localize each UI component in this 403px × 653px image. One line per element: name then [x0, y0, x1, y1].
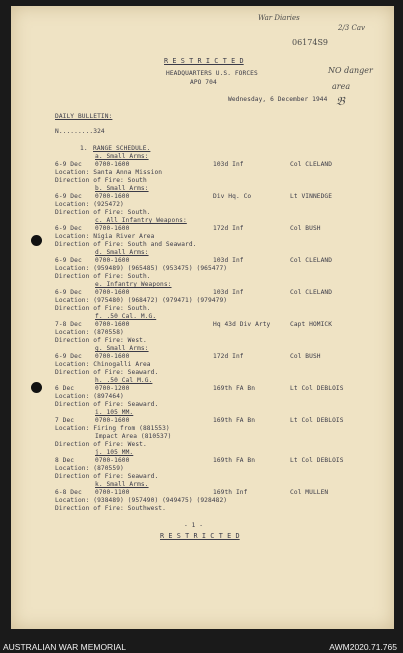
entry-time: 0700-1100	[95, 489, 130, 496]
entry-officer: Col CLELAND	[290, 257, 333, 264]
entry-dates: 6-9 Dec	[55, 353, 82, 360]
entry-subheading: h. .50 Cal M.G.	[95, 377, 153, 384]
entry-direction: Direction of Fire: South	[55, 177, 147, 184]
entry-subheading: f. .50 Cal. M.G.	[95, 313, 157, 320]
entry-direction: Direction of Fire: South.	[55, 209, 151, 216]
entry-subheading: e. Infantry Weapons:	[95, 281, 172, 288]
entry-subheading: k. Small Arms.	[95, 481, 149, 488]
handwritten-initials: 𝔅	[336, 94, 345, 108]
entry-time: 0700-1600	[95, 457, 130, 464]
handwritten-note: NO danger	[328, 66, 373, 75]
entry-unit: Div Hq. Co	[213, 193, 252, 200]
entry-officer: Lt Col DEBLOIS	[290, 457, 344, 464]
handwritten-war-diaries: War Diaries	[258, 14, 300, 22]
entry-time: 0700-1600	[95, 257, 130, 264]
entry-location: Location: Firing from (881553)	[55, 425, 170, 432]
entry-dates: 7-8 Dec	[55, 321, 82, 328]
daily-bulletin-label: DAILY BULLETIN:	[55, 113, 113, 120]
entry-location: Location: Santa Anna Mission	[55, 169, 163, 176]
entry-location: Location: (938489) (957490) (949475) (928482)	[55, 497, 228, 504]
headquarters-title: HEADQUARTERS U.S. FORCES	[166, 70, 258, 77]
entry-time: 0700-1600	[95, 321, 130, 328]
entry-location: Location: (897464)	[55, 393, 124, 400]
page-number: - 1 -	[184, 522, 204, 529]
entry-location: Location: (975480) (968472) (979471) (979479)	[55, 297, 228, 304]
entry-subheading: g. Small Arms:	[95, 345, 149, 352]
entry-subheading: c. All Infantry Weapons:	[95, 217, 187, 224]
entry-time: 0700-1600	[95, 353, 130, 360]
entry-location: Location: (870559)	[55, 465, 124, 472]
entry-time: 0700-1600	[95, 289, 130, 296]
bulletin-number: N.........324	[55, 128, 105, 135]
handwritten-unit: 2/3 Cav	[338, 24, 365, 32]
entry-officer: Lt VINNEDGE	[290, 193, 333, 200]
entry-dates: 6 Dec	[55, 385, 75, 392]
entry-direction: Direction of Fire: Southwest.	[55, 505, 166, 512]
entry-subheading: a. Small Arms:	[95, 153, 149, 160]
entry-dates: 6-9 Dec	[55, 289, 82, 296]
entry-officer: Col BUSH	[290, 353, 321, 360]
entry-officer: Col MULLEN	[290, 489, 329, 496]
credit-left: AUSTRALIAN WAR MEMORIAL	[3, 642, 126, 652]
entry-subheading: i. 105 MM.	[95, 409, 134, 416]
entry-unit: 103d Inf	[213, 257, 244, 264]
entry-direction: Direction of Fire: South and Seaward.	[55, 241, 197, 248]
entry-officer: Col BUSH	[290, 225, 321, 232]
entry-dates: 6-8 Dec	[55, 489, 82, 496]
entry-unit: 103d Inf	[213, 161, 244, 168]
entry-location: Location: (870558)	[55, 329, 124, 336]
entry-dates: 6-9 Dec	[55, 257, 82, 264]
entry-dates: 6-9 Dec	[55, 225, 82, 232]
entry-unit: 169th FA Bn	[213, 385, 256, 392]
bulletin-date: Wednesday, 6 December 1944	[228, 96, 328, 103]
entry-unit: 169th Inf	[213, 489, 248, 496]
entry-dates: 6-9 Dec	[55, 193, 82, 200]
handwritten-number: 06174S9	[292, 38, 329, 47]
entry-unit: 172d Inf	[213, 225, 244, 232]
entry-subheading: d. Small Arms:	[95, 249, 149, 256]
section-title: RANGE SCHEDULE.	[93, 145, 151, 152]
entry-subheading: b. Small Arms:	[95, 185, 149, 192]
entry-dates: 6-9 Dec	[55, 161, 82, 168]
entry-time: 0700-1600	[95, 417, 130, 424]
entry-time: 0700-1600	[95, 225, 130, 232]
entry-direction: Direction of Fire: West.	[55, 337, 147, 344]
entry-direction: Direction of Fire: South.	[55, 273, 151, 280]
entry-officer: Col CLELAND	[290, 289, 333, 296]
entry-subheading: j. 105 MM.	[95, 449, 134, 456]
entry-direction: Direction of Fire: Seaward.	[55, 473, 159, 480]
entry-time: 0700-1600	[95, 193, 130, 200]
apo-line: APO 704	[190, 79, 217, 86]
entry-unit: 169th FA Bn	[213, 417, 256, 424]
restricted-footer: R E S T R I C T E D	[160, 532, 240, 540]
entry-location: Location: Nigia River Area	[55, 233, 155, 240]
entry-location: Location: (925472)	[55, 201, 124, 208]
entry-dates: 7 Dec	[55, 417, 75, 424]
entry-location: Location: Chinogalli Area	[55, 361, 151, 368]
entry-officer: Lt Col DEBLOIS	[290, 385, 344, 392]
entry-officer: Capt HOMICK	[290, 321, 333, 328]
entry-direction: Direction of Fire: West.	[55, 441, 147, 448]
entry-unit: 172d Inf	[213, 353, 244, 360]
restricted-header: R E S T R I C T E D	[164, 57, 244, 65]
entry-location: Location: (959489) (965485) (953475) (965477)	[55, 265, 228, 272]
punch-hole	[31, 235, 42, 246]
entry-time: 0700-1600	[95, 161, 130, 168]
handwritten-note: area	[332, 82, 351, 91]
entry-unit: 169th FA Bn	[213, 457, 256, 464]
entry-officer: Col CLELAND	[290, 161, 333, 168]
punch-hole	[31, 382, 42, 393]
entry-direction: Direction of Fire: South.	[55, 305, 151, 312]
credit-bar	[0, 630, 403, 653]
section-number: 1.	[80, 145, 88, 152]
entry-time: 0700-1200	[95, 385, 130, 392]
credit-right: AWM2020.71.765	[329, 642, 397, 652]
entry-unit: Hq 43d Div Arty	[213, 321, 271, 328]
entry-unit: 103d Inf	[213, 289, 244, 296]
entry-direction: Direction of Fire: Seaward.	[55, 401, 159, 408]
entry-officer: Lt Col DEBLOIS	[290, 417, 344, 424]
entry-direction: Direction of Fire: Seaward.	[55, 369, 159, 376]
entry-dates: 8 Dec	[55, 457, 75, 464]
entry-impact-area: Impact Area (810537)	[95, 433, 172, 440]
